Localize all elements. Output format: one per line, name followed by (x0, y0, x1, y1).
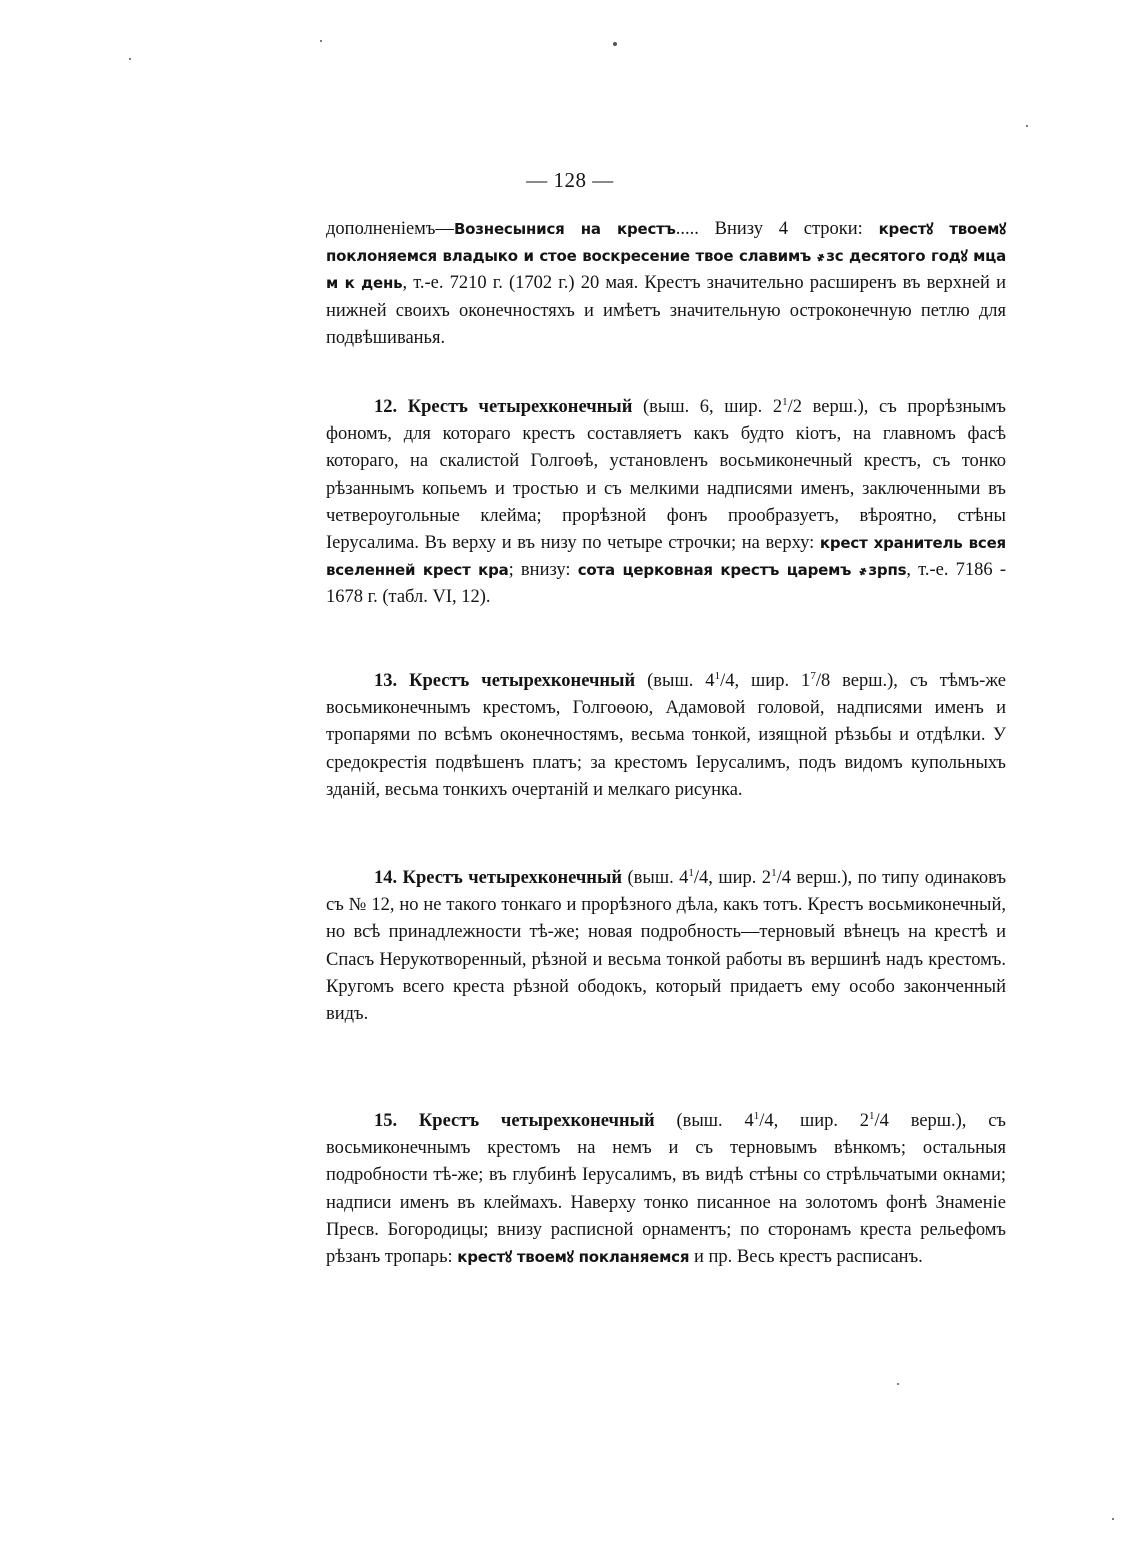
fraction-numerator: 7 (810, 669, 816, 682)
paragraph-continuation (326, 216, 1006, 352)
text-run: ; внизу: (508, 560, 578, 581)
paragraph-item-12 (326, 394, 1006, 612)
church-slavonic-inscription: крестꙋ твоемꙋ покланяемся (457, 1248, 690, 1267)
paragraph-item-14 (326, 865, 1006, 1028)
text-run: , т.-е. 7210 г. (1702 г.) 20 мая. Крестъ значительно расширенъ въ верхней и нижней своихъ оконечностяхъ и имѣетъ значительную остроконечную петлю для подвѣшиванья. (326, 273, 1006, 348)
fraction-numerator: 1 (714, 669, 721, 682)
church-slavonic-inscription: сота церковная крестъ царемъ ҂зрпѕ (577, 561, 907, 580)
text-run: (выш. 4 (635, 671, 715, 691)
scan-speck (129, 58, 131, 60)
fraction-denominator: /4 (776, 868, 791, 888)
text-run: , т.-е. 7186 - 1678 г. (табл. VI, 12). (326, 560, 1006, 608)
paragraph-item-15 (326, 1108, 1006, 1271)
scan-speck (613, 42, 617, 46)
item-heading: 13. Крестъ четырехконечный (374, 671, 636, 691)
fraction-numerator: 1 (688, 866, 694, 879)
church-slavonic-inscription: крестꙋ твоемꙋ поклоняемся владыко и стое воскресение твое славимъ ҂зс десятого годꙋ мца м к день (326, 220, 1006, 293)
fraction-denominator: /4 (759, 1111, 774, 1131)
church-slavonic-inscription: крест хранитель всея вселенней крест кра (326, 534, 1006, 580)
text-run: (выш. 4 (654, 1111, 754, 1131)
fraction-denominator: /4 (693, 868, 709, 888)
scan-speck (1026, 125, 1028, 127)
text-run: , шир. 2 (773, 1111, 870, 1131)
text-run: (выш. 4 (622, 868, 689, 888)
text-run: ..... Внизу 4 строки: (675, 219, 879, 239)
paragraph-item-13 (326, 668, 1006, 804)
fraction-numerator: 1 (771, 866, 777, 879)
fraction-numerator: 1 (782, 395, 788, 408)
item-heading: 12. Крестъ четырехконечный (374, 397, 633, 417)
item-heading: 14. Крестъ четырехконечный (374, 868, 623, 888)
text-run: и пр. Весь крестъ расписанъ. (689, 1247, 923, 1268)
text-run: , шир. 2 (708, 868, 772, 888)
text-run: (выш. 6, шир. 2 (632, 397, 783, 417)
fraction-numerator: 1 (753, 1109, 760, 1122)
item-heading: 15. Крестъ четырехконечный (374, 1111, 655, 1131)
fraction-denominator: /4 (874, 1111, 889, 1131)
text-run: дополненіемъ— (326, 219, 454, 239)
text-run: верш.), съ восьмиконечнымъ крестомъ на немъ и съ терновымъ вѣнкомъ; остальныя подробности тѣ-же; въ глубинѣ Іерусалимъ, въ видѣ стѣны со стрѣльчатыми окнами; надписи именъ въ клеймахъ. Наверху тонко писанное на золотомъ фонѣ Знаменіе Пресв. Богородицы; внизу расписной орнаментъ; по сторонамъ креста рельефомъ рѣзанъ тропарь: (326, 1111, 1006, 1268)
fraction-numerator: 1 (869, 1109, 875, 1122)
fraction-denominator: /4 (720, 671, 735, 691)
fraction-denominator: /2 (787, 397, 803, 417)
scan-speck (320, 40, 322, 42)
text-run: , шир. 1 (734, 671, 811, 691)
text-run: верш.), съ тѣмъ-же восьмиконечнымъ крестомъ, Голгоѳою, Адамовой головой, надписями именъ и тропарями по всѣмъ оконечностямъ, весьма тонкой, изящной рѣзьбы и отдѣлки. У средокрестія подвѣшенъ платъ; за крестомъ Іерусалимъ, подъ видомъ купольныхъ зданій, весьма тонкихъ очертаній и мелкаго рисунка. (326, 671, 1006, 800)
fraction-denominator: /8 (815, 671, 831, 691)
church-slavonic-text: Вознесынися на крестъ (453, 220, 676, 238)
page-number: — 128 — (526, 168, 614, 192)
text-run: верш.), съ прорѣзнымъ фономъ, для котораго крестъ составляетъ какъ будто кіотъ, на главномъ фасѣ котораго, на скалистой Голгоѳѣ, установленъ восьмиконечный крестъ, съ тонко рѣзаннымъ копьемъ и тростью и съ мелкими надписями именъ, заключенными въ четвероугольные клейма; прорѣзной фонъ прообразуетъ, вѣроятно, стѣны Іерусалима. Въ верху и въ низу по четыре строчки; на верху: (326, 397, 1006, 554)
text-run: верш.), по типу одинаковъ съ № 12, но не такого тонкаго и прорѣзного дѣла, какъ тотъ. Крестъ восьмиконечный, но всѣ принадлежности тѣ-же; новая подробность—терновый вѣнецъ на крестѣ и Спасъ Нерукотворенный, рѣзной и весьма тонкой работы въ вершинѣ надъ крестомъ. Кругомъ всего креста рѣзной ободокъ, который придаетъ ему особо законченный видъ. (326, 868, 1007, 1025)
scan-speck (897, 1383, 899, 1385)
scan-speck (1112, 1518, 1114, 1520)
